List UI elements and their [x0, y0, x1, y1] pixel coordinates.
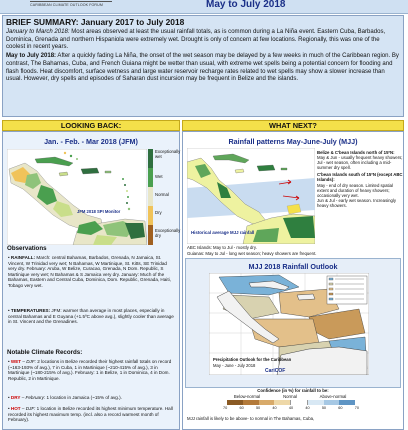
conf-tick: 70: [223, 406, 228, 410]
dry-record-text: 1 location in Jamaica (~15% of avg.).: [45, 395, 122, 400]
looking-back-bar: LOOKING BACK:: [2, 120, 180, 131]
logo-rule: [30, 1, 112, 2]
logo-text: CARIBBEAN CLIMATE OUTLOOK FORUM: [30, 3, 103, 7]
confidence-ticks: [223, 406, 359, 412]
summary-paragraph-jfm: [6, 29, 400, 52]
legend-exceptionally-wet: Exceptionally wet: [155, 149, 181, 159]
dry-record-period: February:: [25, 395, 46, 400]
legend-dry: Dry: [155, 210, 162, 215]
conf-tick: 50: [321, 406, 327, 410]
conf-tick: 60: [338, 406, 343, 410]
page-title: May to July 2018: [206, 0, 286, 10]
brief-summary-panel: [2, 15, 404, 117]
conf-tick: 60: [239, 406, 244, 410]
conf-tick: 40: [305, 406, 310, 410]
note-north-heading: Belize & C'bean Islands north of 15ºN:: [317, 150, 395, 155]
conf-label-normal: Normal: [283, 394, 297, 399]
historical-map-caption: [191, 230, 254, 235]
summary-text-mjj: After a quickly fading La Niña, the onset of the wet season may be delayed by a few weeks in much of the Caribbean region. By contrast, The Bahamas, Cuba, and French Guiana might be wetter than usual, with extreme wet spells being a potential concern for flooding and flash floods. Heat discomfort, surface wetness and large water reservoir recharge rates related to wet spells may show a slower increase than usual. However, dry spells and episodes of Saharan dust incursion may be frequent in Belize and the islands.: [6, 53, 399, 83]
historical-rainfall-map: [187, 148, 315, 244]
confidence-scale: [227, 400, 355, 405]
summary-text-jfm: Most areas observed at least the usual rainfall totals, as is common during a La Niña event. Eastern Cuba, Barbados, Dominica, Grenada and northern Hispaniola were extremely wet. Drought is only of concern at few locations. Regionally, this was one of the coolest in recent years.: [6, 29, 386, 51]
rainfall-text: March: central Bahamas, Barbados, Grenada, N Jamaica, St. Vincent, W Trinidad very wet; N Bahamas, W Martinique, St. Kitts, SE Trinidad very dry. February: Aruba, W Belize, Curacao, Grenada, N Dom. Republic, S Martinique very wet; N Bahamas & S Jamaica very dry. January: Much of the Bahamas, Eastern and Central Cuba, Dominica, Dom. Republic, Grenada, Haiti, Tobago very wet.: [8, 255, 171, 288]
what-next-panel: [182, 131, 404, 430]
note-north-mayjun: May & Jun - usually frequent heavy showers;: [317, 155, 403, 161]
conf-tick: 70: [354, 406, 359, 410]
summary-lead-jfm: January to March 2018:: [6, 29, 70, 35]
what-next-bar: WHAT NEXT?: [182, 120, 404, 131]
wet-record-period: DJF:: [26, 359, 36, 364]
wet-record-text: 2 locations in Belize recorded their highest rainfall totals on record (~163-193% of avg.), 7 in Cuba, 1 in Martinique (~210-415% of avg.), 3 in Martinique (~180-215% of avg.). February: 1 in Belize, 1 in Dominica, 4 in Dom. Republic, 2 in Martinique.: [8, 359, 172, 381]
wet-record: • WET – DJF: 2 locations in Belize recorded their highest rainfall totals on record (~163-193% of avg.), 7 in Cuba, 1 in Martinique (~210-415% of avg.), 3 in Martinique (~180-215% of avg.). February: 1 in Belize, 1 in Dominica, 4 in Dom. Republic, 2 in Martinique.: [8, 359, 172, 381]
outlook-footer: MJJ rainfall is likely to be above- to normal in The Bahamas, Cuba,: [187, 416, 315, 421]
observations-title: Observations: [7, 245, 47, 252]
hot-record-period: DJF:: [25, 406, 36, 411]
guianas-note: Guianas: May to Jul - long wet season; heavy showers are frequent.: [187, 251, 317, 256]
spi-legend-bar: [148, 149, 153, 245]
dry-record-heading: DRY: [10, 395, 21, 400]
rainfall-observation: • RAINFALL: March: central Bahamas, Barbados, Grenada, N Jamaica, St. Vincent, W Trinidad very wet; N Bahamas, W Martinique, St. Kitts, SE Trinidad very dry. February: Aruba, W Belize, Curacao, Grenada, N Dom. Republic, S Martinique very wet; N Bahamas & S Jamaica very dry. January: Much of the Bahamas, Eastern and Central Cuba, Dominica, Dom. Republic, Grenada, Haiti, Tobago very wet.: [8, 255, 171, 288]
what-next-title: Rainfall patterns May-June-July (MJJ): [228, 137, 358, 146]
conf-tick: 50: [255, 406, 261, 410]
brief-summary-title: BRIEF SUMMARY: January 2017 to July 2018: [6, 17, 185, 27]
conf-label-above: Above-normal: [319, 394, 347, 399]
hot-record-text: 1 location in Belize recorded its highest minimum temperature. Hall recorded its highest maximum temp. (incl. also a record warmest month of February).: [8, 406, 173, 423]
records-title: Notable Climate Records:: [7, 349, 83, 356]
looking-back-title: Jan. - Feb. - Mar 2018 (JFM): [44, 137, 138, 146]
historical-map-caption-text: Historical average MJJ rainfall: [191, 230, 255, 235]
note-south-junjul: Jun & Jul - early wet season. Increasingly heavy showers.: [317, 197, 397, 208]
outlook-caption-2: May - June - July 2018: [213, 363, 256, 368]
caricof-logo: CariCOF: [265, 368, 286, 374]
legend-normal: Normal: [155, 192, 169, 197]
dry-record: • DRY – February: 1 location in Jamaica (~15% of avg.).: [8, 395, 122, 400]
summary-lead-mjj: May to July 2018:: [6, 53, 57, 60]
hot-record: • HOT – DJF: 1 location in Belize recorded its highest minimum temperature. Hall recorded its highest maximum temp. (incl. also a record warmest month of February).: [8, 406, 173, 423]
spi-map-caption: JFM 2018 SPI Monitor: [77, 209, 121, 214]
outlook-title: MJJ 2018 Rainfall Outlook: [248, 262, 338, 271]
looking-back-panel: [2, 131, 180, 430]
outlook-map: [209, 273, 369, 375]
conf-label-below: Below-normal: [233, 394, 261, 399]
wet-season-notes: [317, 150, 403, 208]
confidence-title: Confidence (in %) for rainfall to be:: [257, 388, 329, 393]
abc-islands-note: ABC Islands: May to Jul - mostly dry.: [187, 245, 257, 250]
rainfall-heading: RAINFALL:: [10, 255, 36, 260]
spi-monitor-map: [7, 149, 147, 245]
outlook-caption-1: Precipitation Outlook for the Caribbean: [213, 357, 292, 362]
hot-record-heading: HOT: [10, 406, 21, 411]
wet-record-heading: WET: [10, 359, 22, 364]
conf-tick: 40: [288, 406, 294, 410]
summary-paragraph-mjj: [6, 53, 400, 84]
legend-exceptionally-dry: Exceptionally dry: [155, 228, 181, 238]
temperature-text: JFM: warmer than average in most places, especially in central Bahamas and E Guyana (+1.5ºC above avg.), slightly cooler than average in St. Vincent and the Grenadines.: [8, 308, 174, 325]
note-south-may: May - end of dry season. Limited spatial extent and duration of heavy showers; occasionally very wet.: [317, 182, 393, 198]
conf-tick: 40: [272, 406, 277, 410]
note-south-heading: C'bean Islands south of 15ºN (except ABC Islands):: [317, 172, 403, 183]
note-north-jul: Jul - wet season, often including a mid-summer dry spell.: [317, 160, 392, 171]
temperature-heading: TEMPERATURES:: [10, 308, 51, 313]
temperature-observation: • TEMPERATURES: JFM: warmer than average in most places, especially in central Bahamas and E Guyana (+1.5ºC above avg.), slightly cooler than average in St. Vincent and the Grenadines.: [8, 308, 174, 325]
legend-wet: Wet: [155, 174, 163, 179]
